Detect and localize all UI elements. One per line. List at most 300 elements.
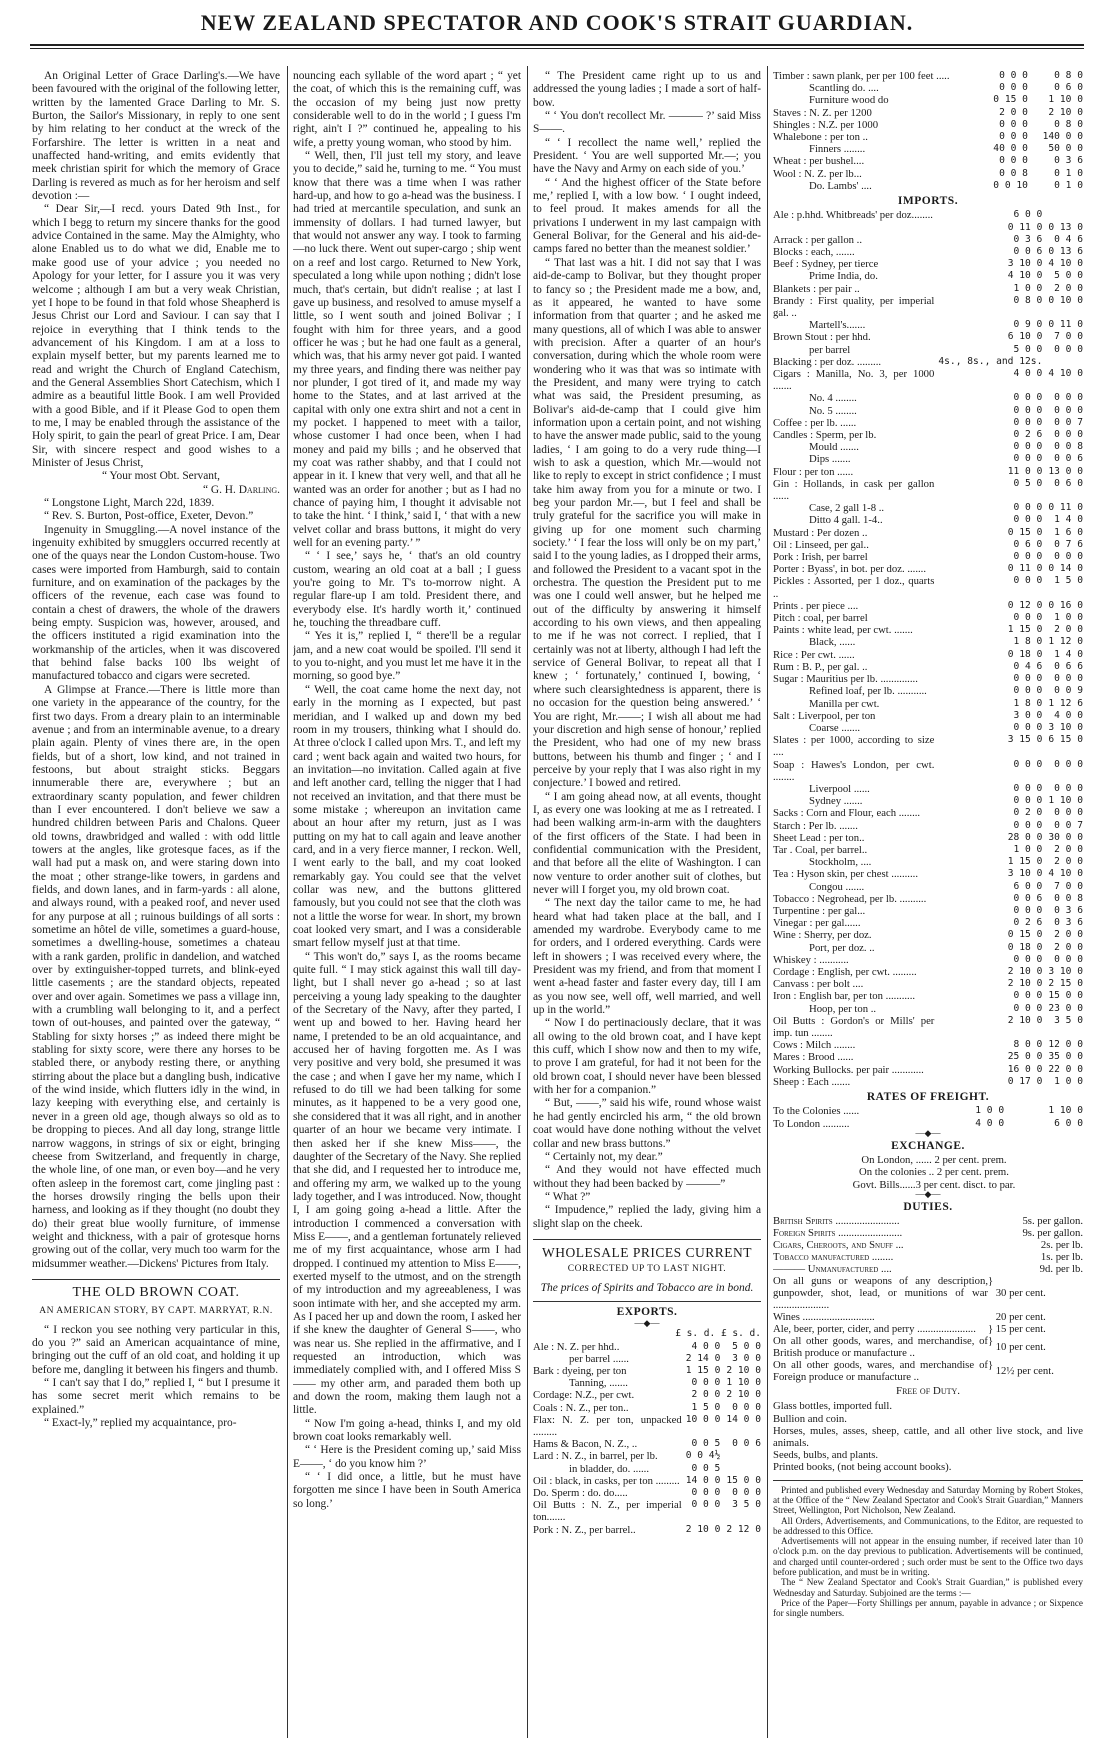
story-paragraph-20: “ Now I do pertinaciously declare, that it was all owing to the old brown coat, and I have kept this cuff, which I show now and then to my wife, to prove I am grateful, for had it not been for the old brown coat, I should never have been blessed with her for a companion.” [533, 1017, 761, 1097]
price-item: Working Bullocks. per pair ............ [773, 1063, 924, 1076]
price-item: Staves : N. Z. per 1200 [773, 106, 872, 119]
price-item: Case, 2 gall 1-8 .. [809, 502, 885, 515]
duty-item: On all other goods, wares, and merchandise of Foreign produce or manufacture .. [773, 1359, 988, 1384]
price-high: 6 15 0 [1048, 734, 1083, 746]
story-paragraph-21: “ But, ——,” said his wife, round whose waist he had gently encircled his arm, “ the old brown coat would have done nothing without the velvet collar and new brass buttons.” [533, 1097, 761, 1150]
duty-item: Wines ........................... [773, 1311, 875, 1324]
price-item: To the Colonies ...... [773, 1105, 860, 1118]
price-item: Oil Butts : N. Z., per imperial ton....... [533, 1499, 682, 1524]
price-high: 3 10 0 [1048, 721, 1083, 733]
price-item: Canvass : per bolt .... [773, 978, 864, 991]
price-row [773, 222, 1083, 234]
price-row [533, 1463, 761, 1475]
story-paragraph-6: “ ‘ I see,’ says he, ‘ that's an old country custom, wearing an old coat at a ball ; I guess you're going to Mr. T's to-morrow night. A regular flare-up I am told. President there, and everybody else. It's hardly worth it,’ continued he, touching the threadbare cuff. [293, 550, 521, 630]
price-row [773, 1003, 1083, 1015]
price-item: Scantling do. .... [809, 82, 879, 95]
price-low: 0 0 0 [1013, 514, 1043, 526]
price-low: 1 5 0 [691, 1401, 721, 1413]
price-row [533, 1438, 761, 1450]
price-low: 0 0 10 [993, 179, 1028, 191]
price-high: 7 0 0 [1054, 880, 1083, 892]
price-high: 0 0 6 [1054, 453, 1083, 465]
exchange-list [773, 1154, 1083, 1191]
price-high: 2 0 0 [1054, 843, 1083, 855]
story-paragraph-9: “ This won't do,” says I, as the rooms became quite full. “ I may stick against this wall till day-light, but I shall never go a-head ; so at last perceiving a young lady speaking to the daughter of the Secretary of the Navy, after they parted, I went up and bowed to her. Having heard her name, I pretended to be an old acquaintance, and accused her of having forgotten me. As I was very positive and very bold, she presumed it was the case ; and when I gave her my name, which I refused to do till we had been talking for some minutes, as it happened to be a very good one, she considered that it was all right, and in another quarter of an hour we became very intimate. I then asked her if she knew Miss——, the daughter of the Secretary of the Navy. She replied that she did, and I requested her to introduce me, and offering my arm, we walked up to the young lady together, and I was introduced. Now, thought I, I am going going a-head a little. After the introduction I commenced a conversation with Miss E——, and a gentleman fortunately relieved me of my first acquaintance, whose arm I had dropped. I continued my attention to Miss E——, exerted myself to the utmost, and on the strength of my introduction and my agreeableness, I was soon intimate with her, and she accepted my arm. As I paced her up and down the room, I asked her if she knew the daughter of General S——, who was near us. She replied in the affirmative, and I requested an introduction, which was immediately complied with, and I offered Miss S—— my other arm, and paraded them both up and down the room, making them laugh not a little. [293, 950, 521, 1417]
duty-row [773, 1275, 1083, 1311]
price-row [773, 1105, 1083, 1117]
price-item: Blacking : per doz. ......... [773, 355, 882, 368]
price-low: 40 0 0 [993, 143, 1028, 155]
price-low: 3 10 0 [1007, 258, 1043, 270]
masthead-rule-top [30, 44, 1084, 46]
price-low: 0 5 0 [1013, 477, 1043, 489]
price-item: Pork : Irish, per barrel [773, 551, 868, 564]
price-row [773, 143, 1083, 155]
price-item: Salt : Liverpool, per ton [773, 709, 876, 722]
price-item: Ale : N. Z. per hhd.. [533, 1340, 620, 1353]
price-high: 0 0 6 [732, 1438, 761, 1450]
price-high: 0 3 6 [1054, 155, 1083, 167]
price-item: Tar . Coal, per barrel.. [773, 843, 868, 856]
price-item: Mould ....... [809, 441, 859, 454]
price-item: Do. Sperm : do. do..... [533, 1487, 628, 1500]
freight-title: RATES OF FREIGHT. [866, 1091, 990, 1103]
story-paragraph-3: “ Exact-ly,” replied my acquaintance, pro- [44, 1417, 237, 1430]
price-high: 0 0 0 [1054, 953, 1083, 965]
duties-brace-table [773, 1275, 1083, 1383]
price-row [773, 319, 1083, 331]
price-row [773, 82, 1083, 94]
story-paragraph-8: “ Well, the coat came home the next day, not early in the morning as I expected, but past meridian, and I walked up and down my bed room in my trousers, thinking what I should do. At three o'clock I called upon Mrs. T., and left my card ; went back again and waited two hours, for an invitation—no invitation. Called again at five and left another card, telling the nigger that I had not received an invitation, and that there must be some mistake ; whereupon an invitation came about an hour after my return, just as I was putting on my hat to call again and leave another card, and in a very fierce manner, I reckon. Well, I went early to the ball, and my coat looked remarkably gay. You could see that the velvet collar was new, and the buttons glittered famously, but you could not see that the cloth was not a little the worse for wear. In short, my brown coat looked very smart, and I was a considerable smart fellow myself just at that time. [293, 683, 521, 950]
price-row [773, 673, 1083, 685]
price-high: 12 0 0 [1048, 1039, 1083, 1051]
price-low: 2 10 0 [685, 1523, 721, 1535]
free-of-duty-list [773, 1400, 1083, 1473]
price-low: 0 0 6 [1013, 245, 1043, 257]
price-high: 35 0 0 [1048, 1051, 1083, 1063]
price-high: 5 0 0 [732, 1340, 761, 1352]
brace-icon: } [988, 1275, 994, 1288]
price-item: Tanning, ....... [569, 1377, 628, 1390]
column-2 [293, 70, 521, 1740]
price-low: 0 0 0 [1013, 404, 1043, 416]
story-paragraph-10: “ Now I'm going a-head, thinks I, and my old brown coat looks remarkably well. [293, 1417, 521, 1444]
price-row [773, 514, 1083, 526]
price-item: Sugar : Mauritius per lb. .............. [773, 673, 918, 686]
price-row [773, 795, 1083, 807]
price-low: 0 0 0 [1013, 575, 1043, 587]
price-low: 0 3 6 [1013, 233, 1043, 245]
duties-table [773, 1215, 1083, 1275]
duty-row [773, 1311, 1083, 1323]
price-low: 0 15 0 [1007, 929, 1043, 941]
price-item: Mustard : Per dozen .. [773, 526, 868, 539]
letter-signature: “ G. H. Darling. [202, 483, 280, 496]
story-paragraph-1: “ I reckon you see nothing very particular in this, do you ?” said an American acquaintance of mine, bringing out the cuff of an old coat, and holding it up before me, dangling it between his fingers and thumb. [32, 1323, 280, 1376]
price-item: Prints . per piece .... [773, 599, 859, 612]
price-item: Sydney ....... [809, 795, 863, 808]
story-paragraph-19: “ The next day the tailor came to me, he had heard what had taken place at the ball, and I amended my wardrobe. Everybody came to me for orders, and I ordered everything. Cards were left in showers ; I was received every where, the President was my friend, and from that moment I went a-head faster and faster every day, till I am as you now see, well off, well married, and well up in the world.” [533, 897, 761, 1017]
price-row [773, 344, 1083, 356]
price-row [773, 698, 1083, 710]
price-low: 6 0 0 [1013, 209, 1043, 221]
imprint-block [773, 1480, 1083, 1619]
price-high: 1 5 0 [1054, 575, 1083, 587]
price-row [773, 624, 1083, 636]
price-item: To London .......... [773, 1117, 850, 1130]
price-high: 4 10 0 [1048, 258, 1083, 270]
price-item: Wheat : per bushel.... [773, 155, 865, 168]
story-paragraph-22: “ Certainly not, my dear.” [545, 1150, 663, 1163]
duty-item: ——— Unmanufactured .... [773, 1263, 892, 1276]
price-high [1042, 209, 1083, 221]
price-row [773, 258, 1083, 270]
price-high: 22 0 0 [1048, 1063, 1083, 1075]
price-row [773, 94, 1083, 106]
price-high: 30 0 0 [1048, 831, 1083, 843]
price-low: 1 15 0 [685, 1365, 721, 1377]
price-high: 6 0 0 [1054, 1117, 1083, 1129]
exports-separator: —◆— [634, 1318, 660, 1329]
price-item: Oil Butts : Gordon's or Mills' per imp. tun ........ [773, 1014, 935, 1039]
price-high: 0 0 7 [1054, 416, 1083, 428]
imprint-line: Price of the Paper—Forty Shillings per annum, payable in advance ; or Sixpence for single numbers. [773, 1597, 1083, 1619]
imprint-line: All Orders, Advertisements, and Communications, to the Editor, are requested to be addressed to this Office. [773, 1515, 1083, 1536]
price-low: 1 15 0 [1007, 856, 1043, 868]
price-item: Slates : per 1000, according to size .... [773, 734, 935, 759]
price-high: 1 0 0 [1054, 1075, 1083, 1087]
price-item: Dips ....... [809, 453, 851, 466]
price-item: No. 5 ........ [809, 404, 857, 417]
story-paragraph-24: “ What ?” [545, 1190, 591, 1203]
exports-title: EXPORTS. [616, 1305, 678, 1318]
story-paragraph-4: nouncing each syllable of the word apart ; “ yet the coat, of which this is the remaining cuff, was the occasion of my being just now pretty considerable well to do in the world ; I guess I'm right, ain't I ?” continued he, appealing to his wife, a pretty young woman, who stood by him. [293, 70, 521, 149]
price-row [773, 405, 1083, 417]
exports-units: £ s. d. £ s. d. [675, 1328, 761, 1340]
price-high: 0 3 6 [1054, 904, 1083, 916]
price-low: 0 0 0 [1013, 453, 1043, 465]
price-low: 0 0 0 [1013, 758, 1043, 770]
price-low: 0 0 4½ [685, 1450, 721, 1462]
duty-rate: 2s. per lb. [1040, 1239, 1083, 1252]
price-low: 0 0 6 [1013, 892, 1043, 904]
price-high: 2 10 0 [726, 1365, 761, 1377]
price-high: 2 15 0 [1048, 978, 1083, 990]
duty-row [773, 1323, 1083, 1335]
price-low: 5 0 0 [1013, 343, 1043, 355]
duty-rate: 15 per cent. [995, 1323, 1046, 1336]
price-row [773, 502, 1083, 514]
price-high: 0 0 0 [1054, 758, 1083, 770]
price-low: 6 0 0 [1013, 880, 1043, 892]
price-item: per barrel [809, 343, 851, 356]
price-high: 2 0 0 [1054, 282, 1083, 294]
price-low: 0 0 0 [999, 155, 1028, 167]
price-row [773, 331, 1083, 343]
story-paragraph-5: “ Well, then, I'll just tell my story, and leave you to decide,” said he, turning to me. “ You must know that there was a time when I was rather hard-up, and how to go a-head was the business. I had tried at mercantile speculation, and sunk an immensity of dollars. I had turned lawyer, but that would not answer any way. I took to farming—no luck there. Went out super-cargo ; ship went on a reef and lost cargo. Returned to New York, speculated a long while upon nothing ; didn't lose much, that's certain, but didn't realise ; at last I gave up business, and resolved to amuse myself a little, so I went south and joined Bolivar ; I fought with him for three years, and a good officer he was ; but he had one fault as a general, which was, that his army never got paid. I wanted my three years, and finding there was neither pay nor plunder, I got tired of it, and made my way home to the States, and at last arrived at the capital with only one extra shirt and not a cent in my pocket. I happened to meet with a tailor, whose customer I had once been, when I had money and paid my bills ; and he observed that my coat was rather shabby, and that I could not appear in it. I knew that very well, and that all he wanted was an order for another ; but as I had no chance of paying him, I thought it advisable not to take the hint. ‘ I think,’ said I, ‘ that with a new velvet collar and brass buttons, it might do very well for an evening party.’ ” [293, 150, 521, 550]
price-item: Furniture wood do [809, 94, 889, 107]
price-high: 23 0 0 [1048, 1002, 1083, 1014]
price-low: 0 0 0 [691, 1487, 721, 1499]
price-high: 50 0 0 [1048, 143, 1083, 155]
price-high: 2 12 0 [726, 1523, 761, 1535]
price-high: 0 0 7 [1054, 819, 1083, 831]
price-low: 1 8 0 [1013, 636, 1043, 648]
price-low: 0 0 0 [999, 70, 1028, 81]
price-row [773, 155, 1083, 167]
price-low: 3 15 0 [1007, 734, 1043, 746]
price-low: 0 0 0 [1013, 795, 1043, 807]
price-row [773, 966, 1083, 978]
price-row [773, 563, 1083, 575]
price-row [773, 636, 1083, 648]
price-high: 0 0 8 [1054, 441, 1083, 453]
duty-item: Cigars, Cheroots, and Snuff ... [773, 1239, 904, 1252]
price-item: Wool : N. Z. per lb... [773, 167, 862, 180]
price-low: 0 0 5 [691, 1438, 721, 1450]
price-item: Pork : N. Z., per barrel.. [533, 1523, 636, 1536]
price-row [773, 820, 1083, 832]
price-row [533, 1353, 761, 1365]
duties-separator: —◆— [915, 1188, 941, 1199]
price-low: 1 15 0 [1007, 624, 1043, 636]
price-item: Congou ....... [809, 880, 865, 893]
price-low: 10 0 0 [685, 1413, 721, 1425]
column-1 [32, 70, 280, 1740]
price-high: 4 10 0 [1048, 368, 1083, 380]
price-item: Hams & Bacon, N. Z., .. [533, 1438, 638, 1451]
price-high: 4 0 0 [1054, 709, 1083, 721]
price-low: 0 0 0 [1013, 416, 1043, 428]
duty-row [773, 1251, 1083, 1263]
price-low: 4 0 0 [975, 1117, 1005, 1129]
duty-item: On all other goods, wares, and merchandise, of British produce or manufacture .. [773, 1335, 988, 1360]
column-divider-1 [287, 66, 288, 1738]
price-low: 3 0 0 [1013, 709, 1043, 721]
price-row [773, 209, 1083, 221]
price-row [773, 119, 1083, 131]
price-high: 0 13 6 [1048, 245, 1083, 257]
price-high: 1 4 0 [1054, 514, 1083, 526]
price-high: 0 1 0 [1054, 179, 1083, 191]
price-item: Coarse ....... [809, 721, 861, 734]
story-paragraph-7: “ Yes it is,” replied I, “ there'll be a regular jam, and a new coat would be spoiled. I'll send it to you to-night, and you must let me have it in the morning, so good bye.” [293, 630, 521, 683]
price-low: 0 8 0 [1013, 294, 1043, 306]
price-high: 1 4 0 [1054, 648, 1083, 660]
price-low: 0 0 0 [1013, 721, 1043, 733]
price-high: 0 8 0 [1054, 70, 1083, 81]
price-low: 0 17 0 [1007, 1075, 1043, 1087]
price-low: 8 0 0 [1013, 1039, 1043, 1051]
free-item: Printed books, (not being account books). [773, 1461, 952, 1474]
price-low: 14 0 0 [685, 1474, 721, 1486]
price-row [773, 575, 1083, 599]
price-high: 5 0 0 [1054, 270, 1083, 282]
price-row [773, 1064, 1083, 1076]
price-high: 4 10 0 [1048, 868, 1083, 880]
price-low: 0 0 0 [1013, 904, 1043, 916]
exchange-title: EXCHANGE. [891, 1139, 965, 1152]
price-high: 1 10 0 [726, 1377, 761, 1389]
price-row [773, 466, 1083, 478]
price-row [773, 295, 1083, 319]
price-row [773, 234, 1083, 246]
price-item: Refined loaf, per lb. ........... [809, 685, 927, 698]
prices-current-header [533, 1239, 761, 1302]
price-high: 3 5 0 [1054, 1014, 1083, 1026]
price-high [720, 1450, 761, 1462]
price-high: 0 0 9 [1054, 685, 1083, 697]
imprint-line: The “ New Zealand Spectator and Cook's Strait Guardian,” is published every Wednesday and Saturday. Subjoined are the terms :— [773, 1577, 1083, 1598]
price-high: 0 0 0 [1054, 392, 1083, 404]
price-low: 2 10 0 [1007, 965, 1043, 977]
price-low: 2 10 0 [1007, 1014, 1043, 1026]
exchange-separator: —◆— [915, 1127, 941, 1138]
price-row [773, 1076, 1083, 1088]
price-low: 4 0 0 [691, 1340, 721, 1352]
price-low: 0 0 0 [999, 118, 1028, 130]
price-low: 0 4 6 [1013, 660, 1043, 672]
price-high: 3 0 0 [732, 1352, 761, 1364]
duty-rate: 9d. per lb. [1039, 1263, 1083, 1276]
price-high: 2 0 0 [1054, 929, 1083, 941]
free-item: Glass bottles, imported full. [773, 1400, 893, 1413]
price-low: 0 0 0 [1013, 685, 1043, 697]
price-low: 0 0 0 [1013, 441, 1043, 453]
price-low: 0 0 0 [1013, 819, 1043, 831]
price-item: Paints : white lead, per cwt. ....... [773, 624, 913, 637]
price-row [773, 368, 1083, 392]
price-low: 0 15 0 [1007, 526, 1043, 538]
price-row [533, 1389, 761, 1401]
price-high [1042, 356, 1083, 368]
price-row [773, 283, 1083, 295]
price-item: per barrel ...... [569, 1352, 629, 1365]
price-low: 0 2 6 [1013, 917, 1043, 929]
price-row [773, 942, 1083, 954]
price-low: 2 0 0 [999, 106, 1028, 118]
price-row [773, 551, 1083, 563]
duty-row [773, 1263, 1083, 1275]
price-item: Coals : N. Z., per ton.. [533, 1401, 629, 1414]
price-row [773, 168, 1083, 180]
price-item: Flax: N. Z. per ton, unpacked ......... [533, 1413, 682, 1439]
letter-body: “ Dear Sir,—I recd. yours Dated 9th Inst., for which I begg to return my sincere thanks for the good advice Contained in the same. May the Almighty, who alone Enabled us to do what we did, Enable me to make good use of your advice ; you needed no Apology for your letter, for I assure you it was very welcome ; although I am but a very weak Christian, yet I hope to be found in that fold whose Sheapherd is Jesus Christ our Lord and Saviour. I can say that I rejoice in everything that I think tends to the advancement of his Kingdom. I am at a loss to explain myself better, but my parents learned me to read and wright the Church of England Catechism, and the General Assemblies Short Catechism, which I admire as a beautiful little Book. I am well Provided with a good Bible, and if it Please God to open them to me, I may be enabled through the assistance of the Holy spirit, to gain the pearl of great Price. I am, Dear Sir, with sincere respect and good wishes to a Minister of Jesus Christ, [32, 203, 280, 469]
exchange-line: Govt. Bills......3 per cent. disct. to par. [852, 1178, 1016, 1191]
price-high: 0 0 0 [1054, 343, 1083, 355]
price-item: Gin : Hollands, in cask per gallon ...... [773, 477, 935, 503]
price-high: 2 0 0 [1054, 856, 1083, 868]
article-france: A Glimpse at France.—There is little more than one variety in the appearance of the country, for the first two days. From a dreary plain to an interminable avenue ; and from an interminable avenue, to a dreary plain again. Plenty of vines there are, in the open fields, but of a short, low kind, and not trained in festoons, but about straight sticks. Beggars innumerable there are, everywhere ; but an extraordinary scanty population, and fewer children than I ever encountered. I don't believe we saw a hundred children between Paris and Chalons. Queer old towns, drawbridged and walled : with odd little towers at the angles, like grotesque faces, as if the wall had put a mask on, and were staring down into the moat ; other strange-like towers, in gardens and fields, and down lanes, and in farm-yards : all alone, and always round, with a peaked roof, and never used for any purpose at all ; ruinous buildings of all sorts : sometime an hôtel de ville, sometimes a guard-house, sometimes a dwelling-house, sometimes a chateau with a rank garden, prolific in dandelion, and watched over by extinguisher-topped turrets, and blink-eyed little casements ; are the standard objects, repeated over and over again. Sometimes we pass a village inn, with a crumbling wall belonging to it, and a perfect town of out-houses, and painted over the gateway, “ Stabling for sixty horses ;” as indeed there might be stabling for sixty score, were there any horses to be stabled there, or anybody resting there, or anything stirring about the place but a dangling bush, indicative of the wind inside, which flutters idly in the wind, in lazy keeping with everything else, and certainly is never in a green old age, though always so old as to be dropping to pieces. And all day long, strange little narrow waggons, in strings of six or eight, bringing cheese from Switzerland, and frequently in charge, the whole line, of one man, or even boy—and he very often asleep in the foremost cart, come jingling past : the horses drowsily ringing the bells upon their harness, and looking as if they thought (no doubt they do) their great blue woolly furniture, of immense weight and thickness, with a pair of grotesque horns growing out of the collar, very much too warm for the midsummer weather.—Dickens' Pictures from Italy. [32, 683, 280, 1270]
story-paragraph-13: “ The President came right up to us and addressed the young ladies ; I made a sort of half-bow. [533, 70, 761, 109]
price-low: 0 15 0 [993, 94, 1028, 106]
story-title: THE OLD BROWN COAT. [32, 1279, 280, 1299]
price-item: Brown Stout : per hhd. [773, 331, 871, 344]
price-item [773, 222, 934, 234]
duty-row [773, 1359, 1083, 1383]
price-row [533, 1365, 761, 1377]
price-high: 2 0 0 [1054, 624, 1083, 636]
price-item: Black, ...... [809, 636, 856, 649]
price-low: 2 14 0 [685, 1352, 721, 1364]
price-item: Iron : English bar, per ton ........... [773, 990, 916, 1003]
price-high: 0 0 8 [1054, 892, 1083, 904]
price-low: 1 0 0 [975, 1105, 1005, 1117]
price-item: Turpentine : per gal... [773, 904, 866, 917]
price-high: 0 3 6 [1054, 917, 1083, 929]
price-row [773, 441, 1083, 453]
price-row [773, 600, 1083, 612]
price-high: 0 14 0 [1048, 563, 1083, 575]
price-row [773, 868, 1083, 880]
duty-item: Tobacco manufactured ........ [773, 1251, 894, 1264]
price-low: 0 11 0 [1007, 563, 1043, 575]
price-item: Oil : black, in casks, per ton ......... [533, 1474, 680, 1487]
free-item: Seeds, bulbs, and plants. [773, 1449, 879, 1462]
price-item: Ale : p.hhd. Whitbreads' per doz........ [773, 209, 933, 222]
price-low: 0 0 0 [691, 1377, 721, 1389]
exchange-line: On London, ...... 2 per cent. prem. [861, 1154, 1007, 1167]
price-row [773, 832, 1083, 844]
price-low: 0 0 0 [999, 82, 1028, 94]
freight-table [773, 1105, 1083, 1129]
price-row [773, 710, 1083, 722]
price-item: Vinegar : per gal...... [773, 917, 861, 930]
price-item: Shingles : N.Z. per 1000 [773, 118, 879, 131]
article-smuggling: Ingenuity in Smuggling.—A novel instance of the ingenuity exhibited by smugglers occurred recently at one of the quays near the London Custom-house. Two cases were imported from Hamburgh, said to contain furniture, and on examination of the packages by the officers of the revenue, each case was found to contain a chest of drawers, the whole of the drawers being empty. Suspicion was, however, aroused, and the officers instituted a rigid examination into the workmanship of the articles, when it was discovered that behind false backs 100 lbs weight of manufactured tobacco and cigars were secreted. [32, 523, 280, 683]
price-item: Candles : Sperm, per lb. [773, 429, 877, 442]
letter-place-date: “ Longstone Light, March 22d, 1839. [44, 497, 215, 509]
price-low: 0 18 0 [1007, 648, 1043, 660]
price-item: Flour : per ton ...... [773, 465, 854, 478]
price-row [773, 417, 1083, 429]
price-item: Do. Lambs' .... [809, 179, 872, 192]
story-paragraph-16: “ ‘ And the highest officer of the State before me,’ replied I, with a low bow. ‘ I ought indeed, to feel proud. It makes amends for all the privations I underwent in my last campaign with General Bolivar, for the General and his aid-de-camps fared no better than the meanest soldier.’ [533, 176, 761, 256]
price-row [773, 905, 1083, 917]
duty-row [773, 1227, 1083, 1239]
imports-title: IMPORTS. [897, 195, 959, 208]
price-high: 15 0 0 [726, 1474, 761, 1486]
price-item: Cigars : Manilla, No. 3, per 1000 ....... [773, 368, 935, 393]
price-row [773, 131, 1083, 143]
prices-current-subtitle: CORRECTED UP TO LAST NIGHT. [567, 1264, 727, 1275]
price-row [773, 990, 1083, 1002]
price-item: Cows : Milch ........ [773, 1039, 856, 1052]
price-high: 1 10 0 [1048, 1105, 1083, 1117]
price-high: 0 0 0 [732, 1401, 761, 1413]
price-high: 0 0 0 [1054, 429, 1083, 441]
price-item: Sheep : Each ....... [773, 1075, 851, 1088]
price-row [533, 1341, 761, 1353]
price-high: 0 1 0 [1054, 167, 1083, 179]
price-row [773, 954, 1083, 966]
price-high: 0 0 0 [732, 1487, 761, 1499]
article-grace-darling-intro: An Original Letter of Grace Darling's.—We have been favoured with the original of the following letter, written by the lamented Grace Darling to Mr. S. Burton, the Sailor's Missionary, in reply to one sent by him relating to her conduct at the wreck of the Forfarshire. The letter is written in a neat and unaffected hand-writing, and emits evidently that meek christian spirit for which the memory of Grace Darling is revered as much as for her heroism and self devotion :— [32, 70, 280, 203]
price-item: Brandy : First quality, per imperial gal. .. [773, 294, 935, 319]
duty-row [773, 1239, 1083, 1251]
price-high: 2 10 0 [726, 1389, 761, 1401]
price-high: 15 0 0 [1048, 990, 1083, 1002]
price-high: 0 0 0 [1054, 551, 1083, 563]
price-high: 0 0 0 [1054, 404, 1083, 416]
price-item: Cordage : English, per cwt. ......... [773, 965, 917, 978]
price-row [773, 893, 1083, 905]
price-low: 16 0 0 [1007, 1063, 1043, 1075]
price-row [773, 429, 1083, 441]
story-paragraph-14: “ ‘ You don't recollect Mr. ——— ?’ said Miss S——. [533, 110, 761, 136]
brace-icon: } [988, 1359, 994, 1372]
duty-item: Foreign Spirits ........................ [773, 1227, 903, 1240]
